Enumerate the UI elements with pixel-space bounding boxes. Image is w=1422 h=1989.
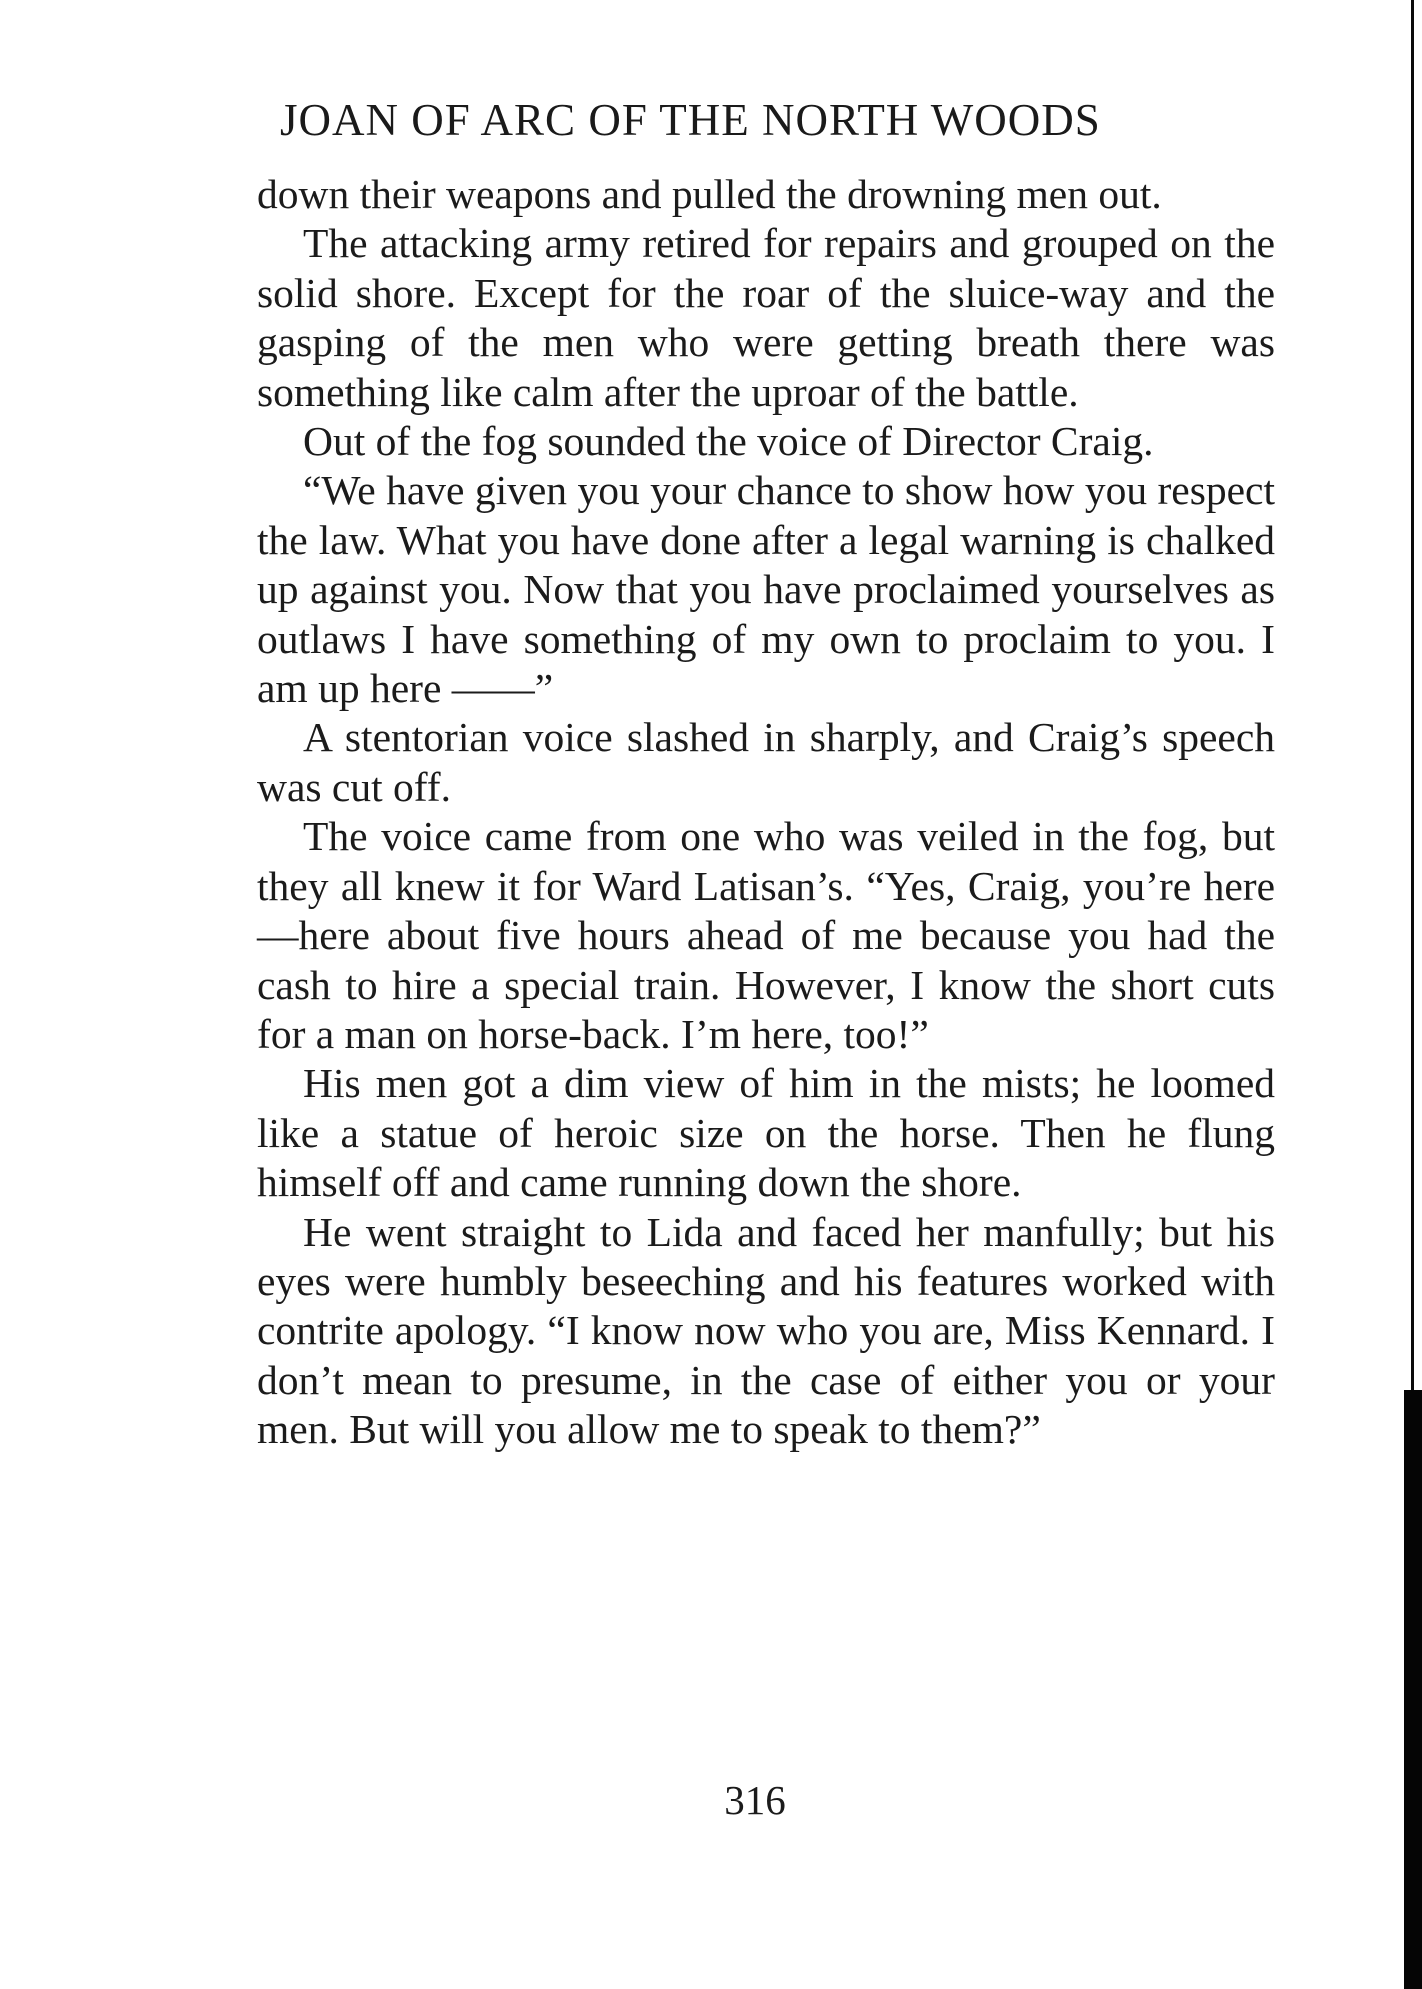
paragraph: He went straight to Lida and faced her manfully; but his eyes were humbly beseeching and his features worked with contrite apology. “I know now who you are, Miss Kennard. I don’t mean to presume, in the case of either you or your men. But will you allow me to speak to them?” [257, 1208, 1275, 1453]
body-text [257, 170, 1275, 1455]
paragraph: Out of the fog sounded the voice of Director Craig. [303, 418, 1154, 465]
running-head: JOAN OF ARC OF THE NORTH WOODS [280, 95, 1101, 145]
paragraph: “We have given you your chance to show how you respect the law. What you have done after a legal warning is chalked up against you. Now that you have proclaimed yourselves as outlaws I have something of my own to proclaim to you. I am up here ——” [257, 467, 1275, 712]
paragraph: The voice came from one who was veiled in the fog, but they all knew it for Ward Latisan’s. “Yes, Craig, you’re here—here about five hours ahead of me because you had the cash to hire a special train. However, I know the short cuts for a man on horse-back. I’m here, too!” [257, 813, 1275, 1057]
paragraph-continued: down their weapons and pulled the drowning men out. [257, 171, 1162, 217]
paragraph: A stentorian voice slashed in sharply, and Craig’s speech was cut off. [257, 714, 1275, 810]
scan-edge [1404, 0, 1422, 1989]
paragraph: His men got a dim view of him in the mists; he loomed like a statue of heroic size on the horse. Then he flung himself off and came running down the shore. [257, 1060, 1275, 1206]
scan-edge-shadow [1404, 1390, 1422, 1989]
page-number: 316 [724, 1777, 786, 1823]
paragraph: The attacking army retired for repairs and grouped on the solid shore. Except for the roar of the sluice-way and the gasping of the men who were getting breath there was something like calm after the uproar of the battle. [257, 220, 1275, 415]
